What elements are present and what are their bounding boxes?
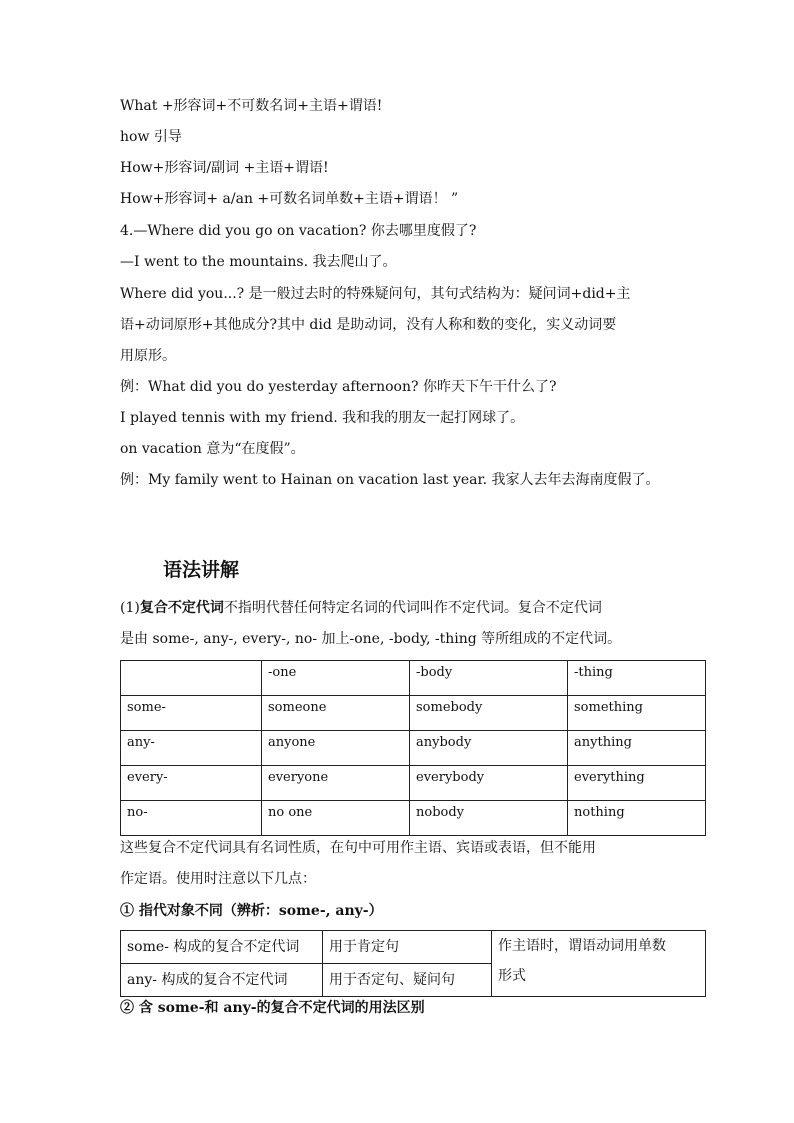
table-cell: somebody [410, 696, 568, 731]
table-cell: any- 构成的复合不定代词 [121, 964, 323, 997]
text-line-3: How+形容词/副词 +主语+谓语! [120, 160, 329, 176]
intro-line-1 [120, 598, 602, 618]
table-row [121, 696, 706, 731]
text-line-11: I played tennis with my friend. 我和我的朋友一起打网球了。 [120, 410, 525, 426]
table-cell: 用于否定句、疑问句 [323, 964, 492, 997]
pronoun-table [120, 660, 706, 836]
point-2-heading: ② 含 some-和 any-的复合不定代词的用法区别 [120, 1000, 425, 1016]
point-1-heading: ① 指代对象不同（辨析：some-, any-） [120, 903, 383, 919]
text-line-8: 语+动词原形+其他成分?其中 did 是助动词，没有人称和数的变化，实义动词要 [120, 317, 617, 333]
text-line-13: 例：My family went to Hainan on vacation last year. 我家人去年去海南度假了。 [120, 472, 660, 488]
table-row [121, 801, 706, 836]
table-cell: no one [262, 801, 410, 836]
intro-line-2: 是由 some-, any-, every-, no- 加上-one, -body, -thing 等所组成的不定代词。 [120, 631, 622, 647]
text-line-9: 用原形。 [120, 348, 176, 364]
table-cell: someone [262, 696, 410, 731]
after-table-line-1: 这些复合不定代词具有名词性质，在句中可用作主语、宾语或表语，但不能用 [120, 840, 596, 856]
table-header-cell [121, 661, 262, 696]
table-header-cell: -one [262, 661, 410, 696]
table-cell: anything [568, 731, 706, 766]
table-header-row [121, 661, 706, 696]
after-table-line-2: 作定语。使用时注意以下几点： [120, 871, 316, 887]
table-cell: 用于肯定句 [323, 931, 492, 964]
merged-cell-line-1: 作主语时，谓语动词用单数 [498, 938, 666, 954]
table-cell: nobody [410, 801, 568, 836]
table-row [121, 931, 706, 964]
table-cell: something [568, 696, 706, 731]
text-line-7: Where did you...? 是一般过去时的特殊疑问句，其句式结构为：疑问词+did+主 [120, 286, 631, 302]
text-line-5: 4.—Where did you go on vacation? 你去哪里度假了? [120, 223, 477, 239]
intro-prefix: (1) [120, 600, 140, 616]
table-cell: anybody [410, 731, 568, 766]
text-line-6: —I went to the mountains. 我去爬山了。 [120, 254, 397, 270]
table-cell: some- 构成的复合不定代词 [121, 931, 323, 964]
table-header-cell: -thing [568, 661, 706, 696]
text-line-1: What +形容词+不可数名词+主语+谓语! [120, 98, 383, 114]
table-cell: everybody [410, 766, 568, 801]
table-header-cell: -body [410, 661, 568, 696]
text-line-2: how 引导 [120, 129, 182, 145]
table-row [121, 731, 706, 766]
table-cell: no- [121, 801, 262, 836]
text-line-4: How+形容词+ a/an +可数名词单数+主语+谓语！ ” [120, 191, 459, 207]
table-cell: nothing [568, 801, 706, 836]
usage-table [120, 930, 706, 997]
table-cell: everyone [262, 766, 410, 801]
intro-term: 复合不定代词 [139, 600, 224, 616]
text-line-12: on vacation 意为“在度假”。 [120, 441, 305, 457]
text-line-10: 例：What did you do yesterday afternoon? 你昨天下午干什么了? [120, 379, 557, 395]
section-heading: 语法讲解 [163, 559, 240, 581]
table-cell: some- [121, 696, 262, 731]
merged-cell [492, 931, 706, 997]
table-cell: anyone [262, 731, 410, 766]
table-row [121, 766, 706, 801]
merged-cell-line-2: 形式 [498, 968, 526, 984]
table-cell: every- [121, 766, 262, 801]
table-cell: any- [121, 731, 262, 766]
table-cell: everything [568, 766, 706, 801]
intro-rest: 不指明代替任何特定名词的代词叫作不定代词。复合不定代词 [223, 600, 602, 616]
